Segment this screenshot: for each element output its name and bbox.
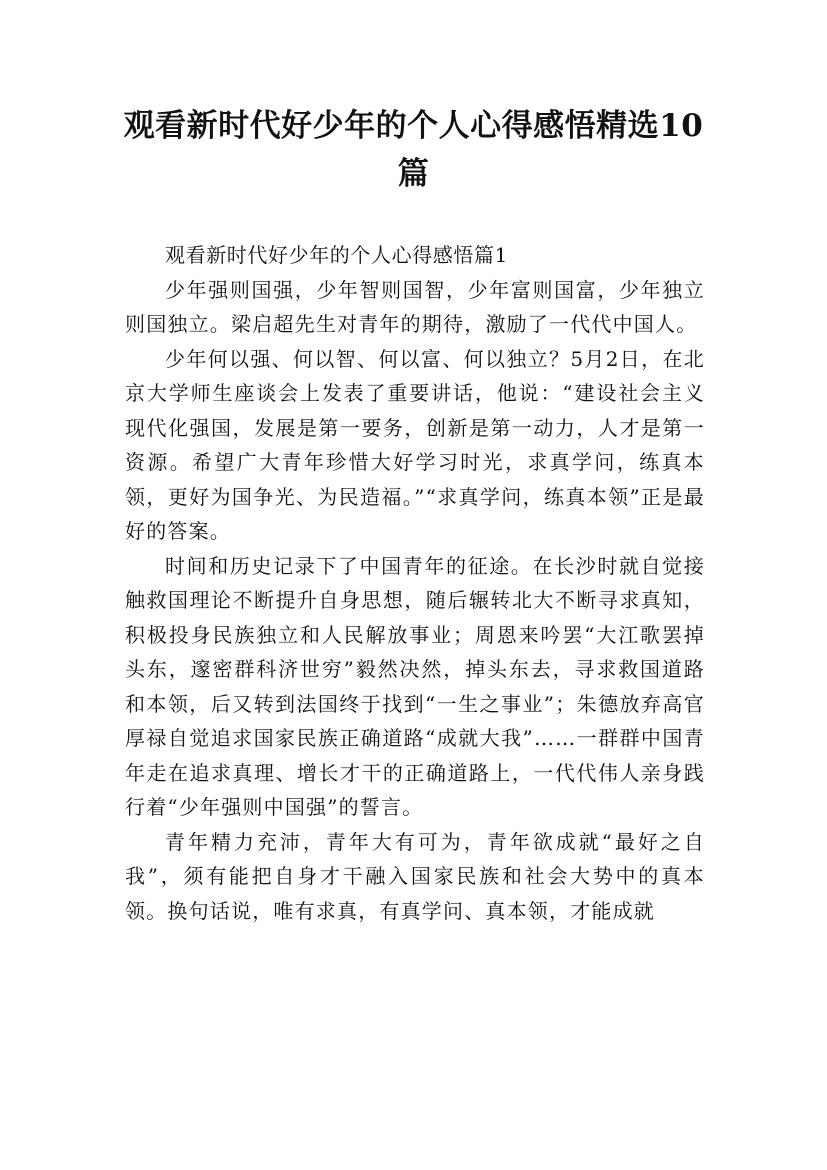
paragraph-4: 青年精力充沛，青年大有可为，青年欲成就“最好之自我”，须有能把自身才干融入国家民族和社会大势中的真本领。换句话说，唯有求真，有真学问、真本领，才能成就 [125, 829, 705, 923]
paragraph-3: 时间和历史记录下了中国青年的征途。在长沙时就自觉接触救国理论不断提升自身思想，随后辗转北大不断寻求真知，积极投身民族独立和人民解放事业；周恩来吟罢“大江歌罢掉头东，邃密群科济世穷”毅然决然，掉头东去，寻求救国道路和本领，后又转到法国终于找到“一生之事业”；朱德放弃高官厚禄自觉追求国家民族正确道路“成就大我”……一群群中国青年走在追求真理、增长才干的正确道路上，一代代伟人亲身践行着“少年强则中国强”的誓言。 [125, 553, 705, 819]
document-title: 观看新时代好少年的个人心得感悟精选10篇 [123, 108, 704, 192]
document-body [125, 238, 705, 928]
paragraph-2: 少年何以强、何以智、何以富、何以独立？5月2日，在北京大学师生座谈会上发表了重要讲话，他说：“建设社会主义现代化强国，发展是第一要务，创新是第一动力，人才是第一资源。希望广大青年珍惜大好学习时光，求真学问，练真本领，更好为国争光、为民造福。”“求真学问，练真本领”正是最好的答案。 [125, 346, 705, 543]
paragraph-1: 少年强则国强，少年智则国智，少年富则国富，少年独立则国独立。梁启超先生对青年的期待，激励了一代代中国人。 [125, 277, 705, 336]
section-title: 观看新时代好少年的个人心得感悟篇1 [165, 243, 508, 267]
